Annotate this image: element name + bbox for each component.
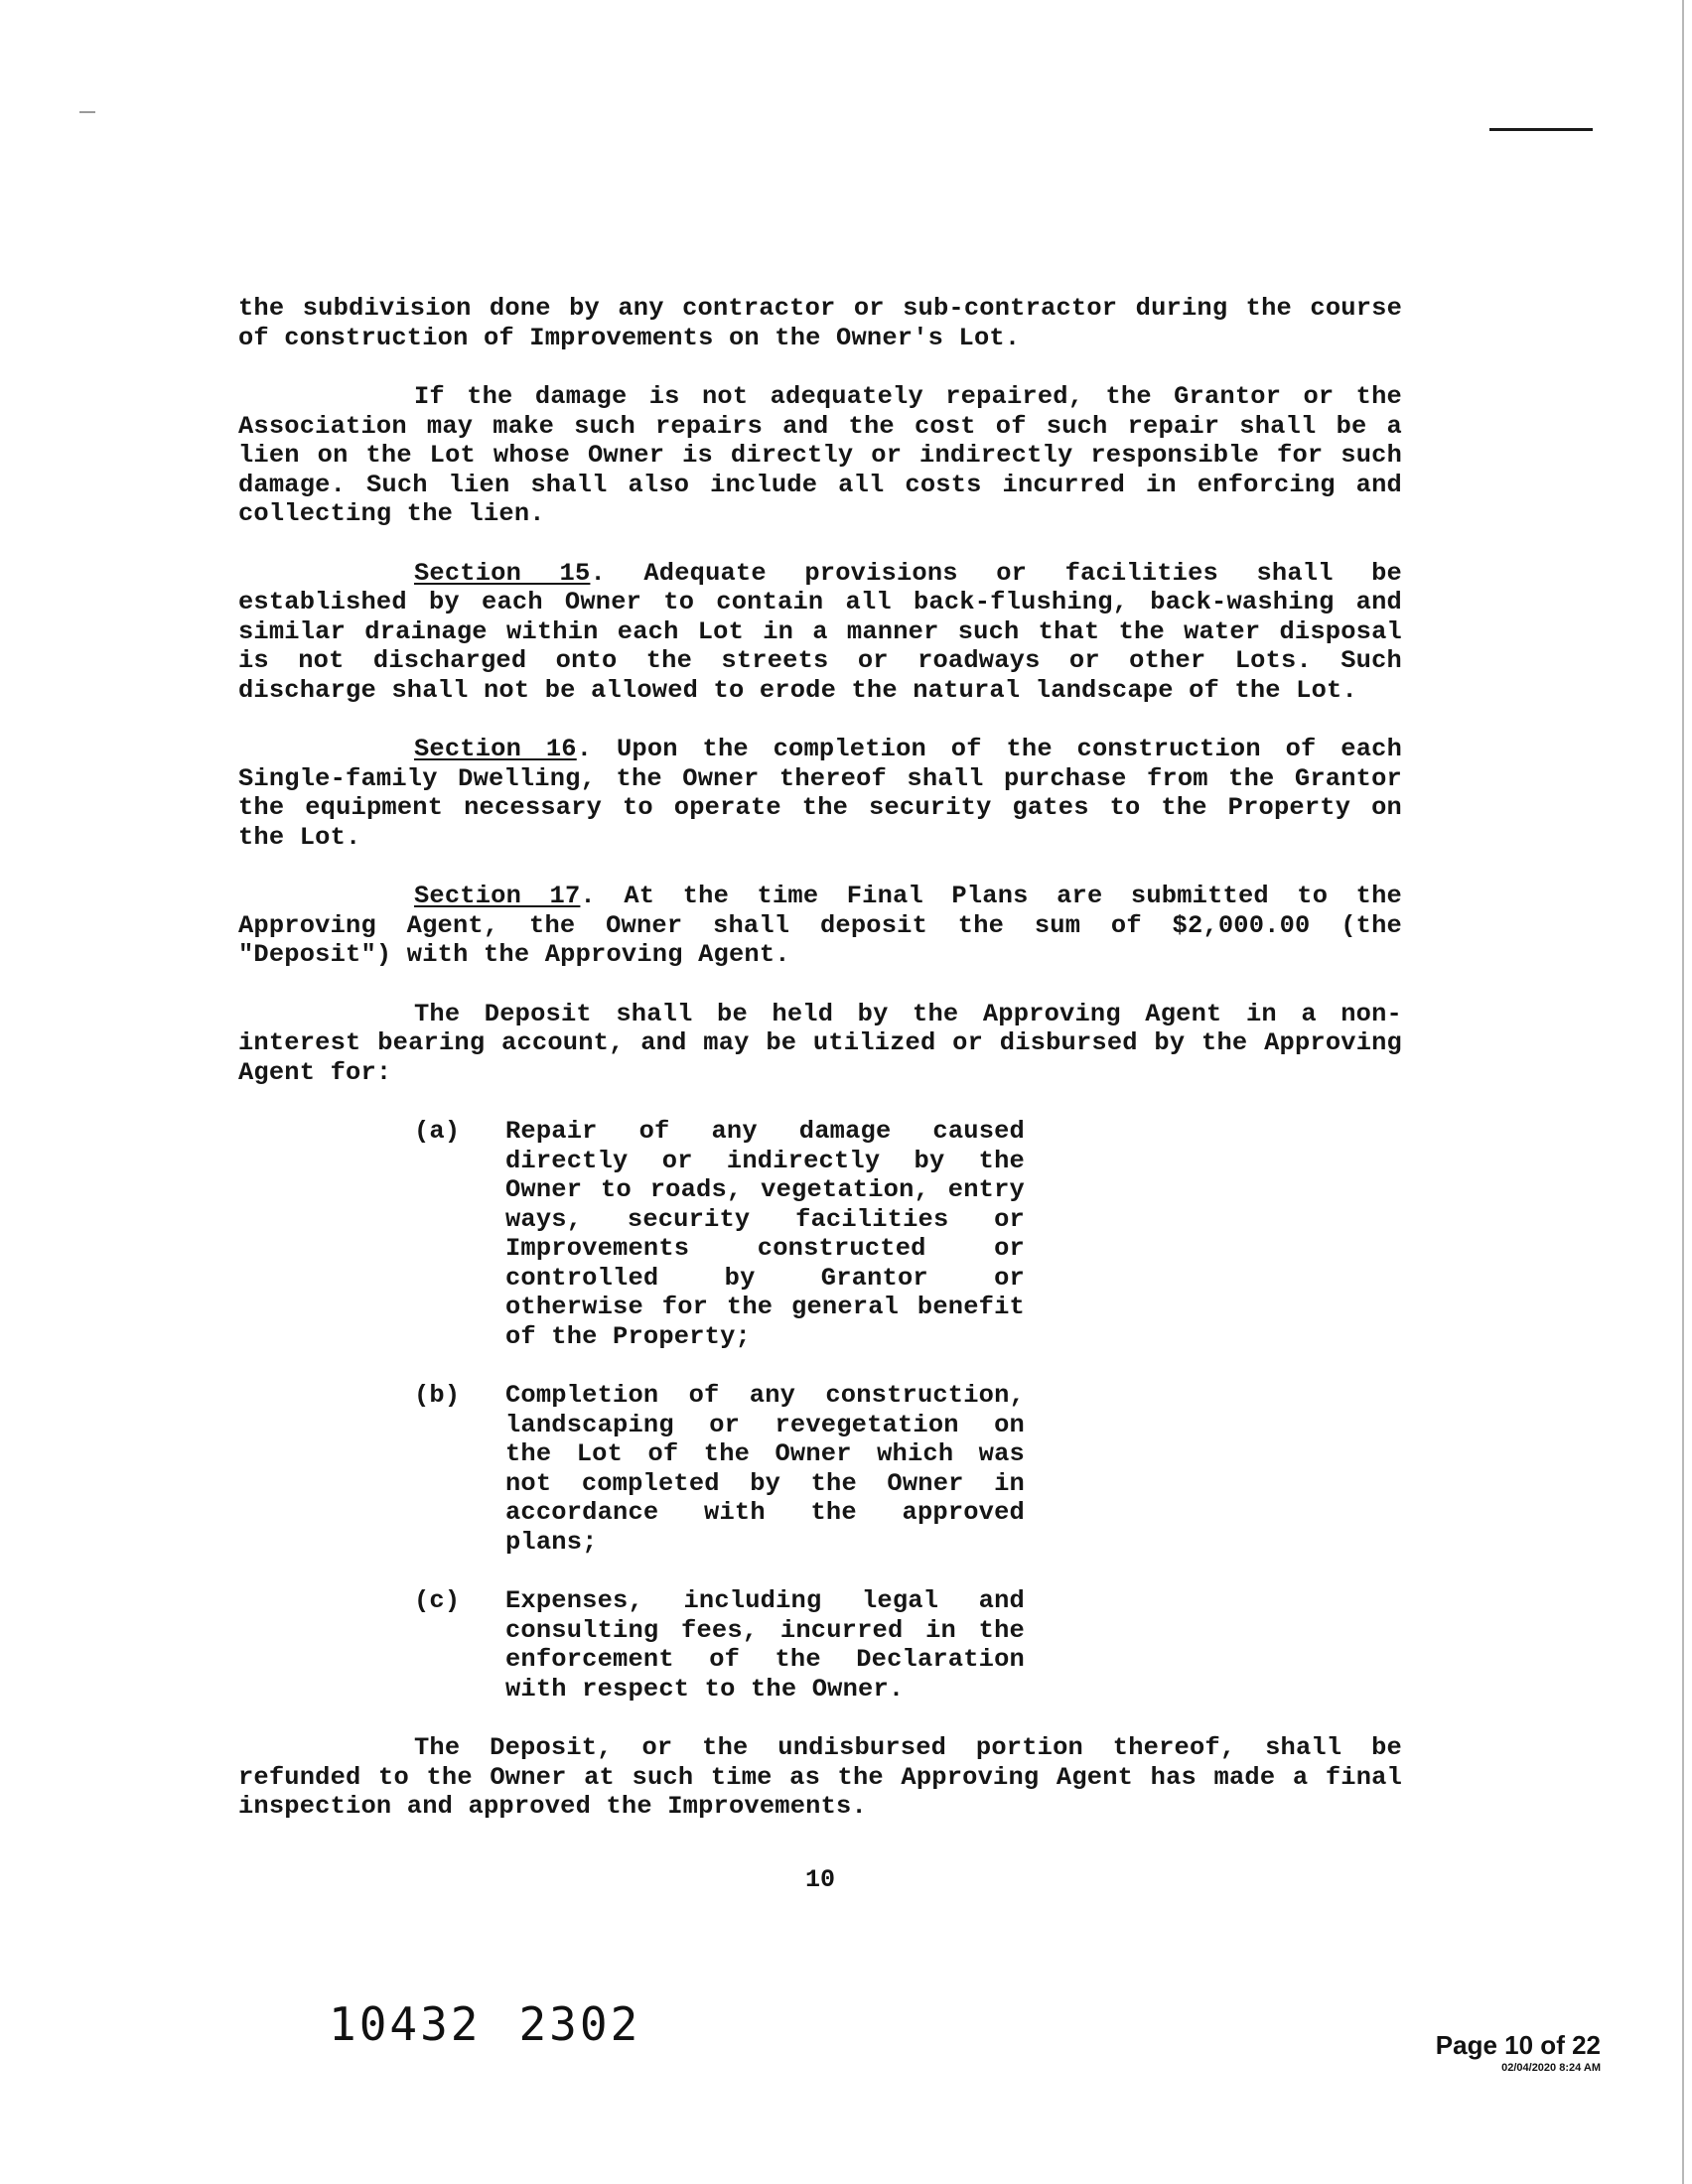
paragraph-text: the subdivision done by any contractor or sub-contractor during the course of construction of Improvements on the Owner's Lot. — [238, 294, 1402, 352]
paragraph-text: . Upon the completion of the construction of each Single-family Dwelling, the Owner thereof shall purchase from the Grantor the equipment necessary to operate the security gates to the Property on the Lot. — [238, 735, 1403, 852]
stamp-timestamp: 02/04/2020 8:24 AM — [1501, 2062, 1601, 2074]
scan-mark-bar — [1489, 128, 1593, 131]
recording-stamp — [1436, 2030, 1601, 2076]
paragraph-section-16 — [238, 735, 1402, 852]
section-heading: Section 17 — [414, 882, 581, 910]
paragraph-text: The Deposit shall be held by the Approving Agent in a non-interest bearing account, and may be utilized or disbursed by the Approving Agent for: — [238, 999, 1402, 1087]
paragraph-section-17 — [238, 882, 1402, 970]
list-marker: (a) — [414, 1117, 461, 1146]
section-heading: Section 16 — [414, 735, 577, 763]
paragraph-damage-repair — [238, 382, 1402, 529]
list-marker: (b) — [414, 1381, 461, 1410]
document-body — [238, 294, 1402, 1851]
page-reference-number: 2302 — [518, 1997, 641, 2051]
scan-mark — [79, 111, 95, 113]
stamp-page-count: Page 10 of 22 — [1435, 2030, 1601, 2060]
paragraph-section-15 — [238, 559, 1402, 706]
scan-edge — [1682, 0, 1684, 2184]
book-number: 10432 — [329, 1997, 482, 2051]
list-item-text: Completion of any construction, landscaping or revegetation on the Lot of the Owner which was not completed by the Owner in accordance with the approved plans; — [505, 1381, 1025, 1557]
paragraph-continuation — [238, 294, 1402, 352]
list-item — [414, 1586, 1025, 1704]
list-item-text: Repair of any damage caused directly or indirectly by the Owner to roads, vegetation, entry ways, security facilities or Improvements constructed or controlled by Grantor or otherwise for the general benefit of the Property; — [505, 1117, 1025, 1351]
deposit-uses-list — [238, 1117, 1402, 1704]
page-number: 10 — [804, 1865, 835, 1894]
list-item — [414, 1117, 1025, 1351]
book-page-reference — [329, 1997, 640, 2051]
paragraph-text: The Deposit, or the undisbursed portion thereof, shall be refunded to the Owner at such time as the Approving Agent has made a final inspection and approved the Improvements. — [238, 1733, 1402, 1821]
paragraph-refund — [238, 1733, 1402, 1822]
list-item — [414, 1381, 1025, 1557]
paragraph-text: If the damage is not adequately repaired, the Grantor or the Association may make such repairs and the cost of such repair shall be a lien on the Lot whose Owner is directly or indirectly responsible for such damage. Such lien shall also include all costs incurred in enforcing and collecting the lien. — [238, 382, 1402, 528]
list-item-text: Expenses, including legal and consulting fees, incurred in the enforcement of the Declaration with respect to the Owner. — [505, 1586, 1025, 1704]
paragraph-deposit-use — [238, 1000, 1402, 1088]
list-marker: (c) — [414, 1586, 461, 1615]
section-heading: Section 15 — [414, 558, 591, 588]
paragraph-text: . Adequate provisions or facilities shall be established by each Owner to contain all back-flushing, back-washing and similar drainage within each Lot in a manner such that the water disposal is not discharged onto the streets or roadways or other Lots. Such discharge shall not be allowed to erode the natural landscape of the Lot. — [238, 558, 1402, 705]
paragraph-text: . At the time Final Plans are submitted to the Approving Agent, the Owner shall deposit the sum of $2,000.00 (the "Deposit") with the Approving Agent. — [238, 882, 1402, 969]
